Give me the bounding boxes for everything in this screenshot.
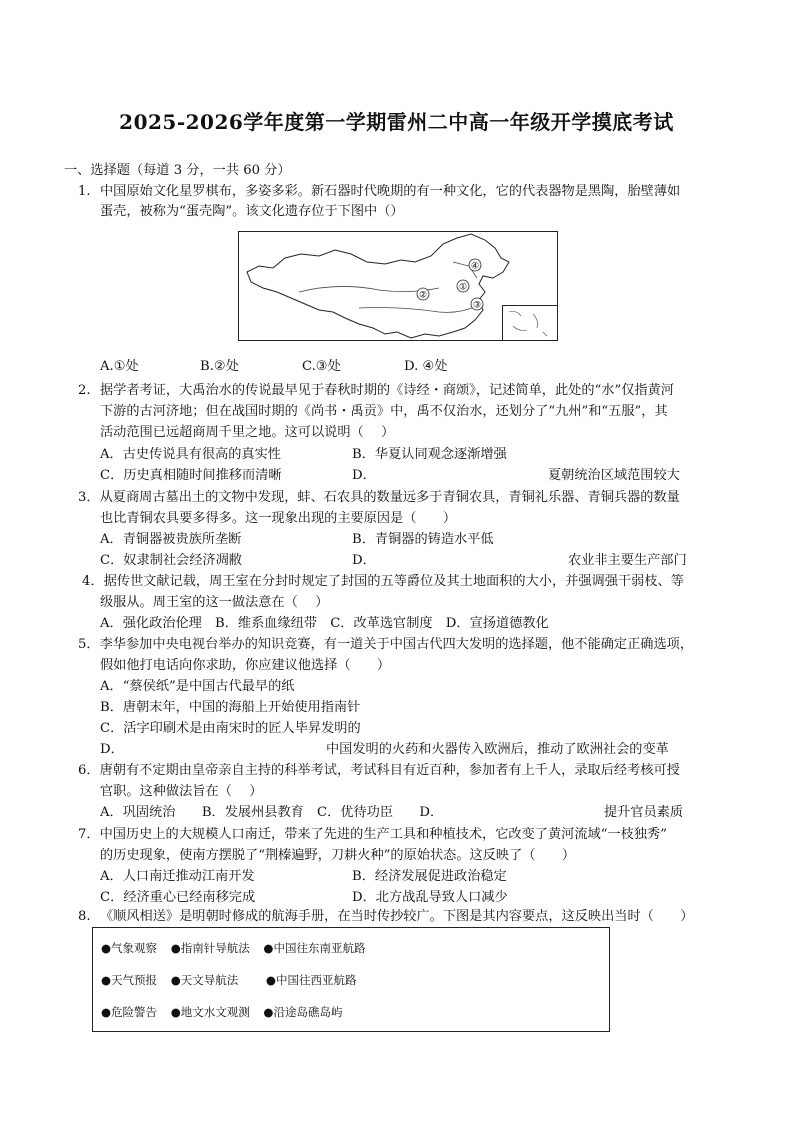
q1-option-b[interactable]: B.②处 — [200, 359, 239, 374]
q5-option-c[interactable]: C．活字印刷术是由南宋时的匠人毕昇发明的 — [100, 721, 361, 736]
q4-stem-line2: 级服从。周王室的这一做法意在（ ） — [100, 595, 329, 610]
q2-option-a[interactable]: A．古史传说具有很高的真实性 — [100, 447, 281, 462]
q3-option-d-text[interactable]: 农业非主要生产部门 — [568, 553, 687, 568]
q3-option-d-label[interactable]: D． — [352, 553, 376, 568]
box-item: ●中国往西亚航路 — [265, 973, 357, 987]
q5-option-b[interactable]: B．唐朝末年，中国的海船上开始使用指南针 — [100, 700, 361, 715]
section-heading: 一、选择题（每道 3 分，一共 60 分） — [64, 163, 291, 178]
q7-stem-line2: 的历史现象，使南方摆脱了“荆榛遍野，刀耕火种”的原始状态。这反映了（ ） — [100, 848, 576, 863]
q3-stem-line1: 3．从夏商周古墓出土的文物中发现，蚌、石农具的数量远多于青铜农具，青铜礼乐器、青铜兵器的数量 — [78, 490, 680, 505]
box-item: ●中国往东南亚航路 — [263, 941, 366, 955]
map-marker-2: ② — [418, 290, 428, 301]
q1-option-c[interactable]: C.③处 — [302, 359, 341, 374]
q8-box-row-2 — [101, 972, 366, 988]
q7-stem-line1: 7．中国历史上的大规模人口南迁，带来了先进的生产工具和种植技术，它改变了黄河流域“一枝独秀” — [78, 827, 667, 842]
map-marker-4: ④ — [470, 261, 480, 272]
map-marker-3: ③ — [472, 300, 482, 311]
q5-option-d-label[interactable]: D． — [100, 742, 124, 757]
q2-stem-line1: 据学者考证，大禹治水的传说最早见于春秋时期的《诗经・商颂》，记述简单，此处的“水”仅指黄河 — [100, 383, 674, 398]
q7-option-d[interactable]: D．北方战乱导致人口减少 — [352, 890, 508, 905]
q6-stem-line2: 官职。这种做法旨在（ ） — [100, 784, 263, 799]
q4-options[interactable]: A．强化政治伦理 B．维系血缘纽带 C．改革选官制度 D．宣扬道德教化 — [100, 616, 549, 631]
q2-option-b[interactable]: B．华夏认同观念逐渐增强 — [352, 447, 507, 462]
q1-number: 1. — [78, 184, 91, 199]
q7-option-c[interactable]: C．经济重心已经南移完成 — [100, 890, 256, 905]
q2-option-d-text[interactable]: 夏朝统治区域范围较大 — [548, 468, 680, 483]
q7-option-a[interactable]: A．人口南迁推动江南开发 — [100, 869, 255, 884]
q6-option-d-text[interactable]: 提升官员素质 — [604, 805, 684, 820]
q1-option-d[interactable]: D. ④处 — [404, 359, 448, 374]
q8-stem-line1: 《顺风相送》是明朝时修成的航海手册，在当时传抄较广。下图是其内容要点，这反映出当时（ ） — [100, 909, 694, 924]
q1-stem-line2: 蛋壳，被称为“蛋壳陶”。该文化遗存位于下图中（） — [100, 204, 404, 219]
exam-title: 2025-2026学年度第一学期雷州二中高一年级开学摸底考试 — [119, 110, 674, 134]
q2-stem-line3: 活动范围已远超商周千里之地。这可以说明（ ） — [100, 425, 395, 440]
q5-stem-line2: 假如他打电话向你求助，你应建议他选择（ ） — [100, 658, 391, 673]
q8-number: 8. — [78, 909, 91, 924]
q8-content-box — [92, 927, 610, 1032]
q3-option-a[interactable]: A．青铜器被贵族所垄断 — [100, 532, 242, 547]
q3-option-b[interactable]: B．青铜器的铸造水平低 — [352, 532, 494, 547]
q5-stem-line1: 5．李华参加中央电视台举办的知识竞赛，有一道关于中国古代四大发明的选择题，他不能确定正确选项， — [78, 637, 694, 652]
q2-stem-line2: 下游的古河济地；但在战国时期的《尚书・禹贡》中，禹不仅治水，还划分了“九州”和“五服”，其 — [100, 404, 668, 419]
q6-options[interactable]: A．巩固统治 B．发展州县教育 C．优待功臣 D． — [100, 805, 444, 820]
box-item: ●天文导航法 — [170, 973, 239, 987]
q2-number: 2. — [78, 383, 91, 398]
box-item: ●指南针导航法 — [170, 941, 250, 955]
china-map-figure — [238, 231, 558, 341]
box-item: ●沿途岛礁岛屿 — [263, 1005, 343, 1019]
q1-option-a[interactable]: A.①处 — [100, 359, 139, 374]
q3-stem-line2: 也比青铜农具要多得多。这一现象出现的主要原因是（ ） — [100, 511, 457, 526]
q6-stem-line1: 6．唐朝有不定期由皇帝亲自主持的科举考试，考试科目有近百种，参加者有上千人，录取后经考核可授 — [78, 763, 680, 778]
q3-option-c[interactable]: C．奴隶制社会经济凋敝 — [100, 553, 242, 568]
box-item: ●天气预报 — [101, 973, 158, 987]
q2-option-c[interactable]: C．历史真相随时间推移而清晰 — [100, 468, 282, 483]
map-marker-1: ① — [458, 282, 468, 293]
box-item: ●地文水文观测 — [170, 1005, 250, 1019]
q5-option-d-text[interactable]: 中国发明的火药和火器传入欧洲后，推动了欧洲社会的变革 — [326, 742, 669, 757]
box-item: ●危险警告 — [101, 1005, 158, 1019]
q8-box-row-3 — [101, 1004, 352, 1020]
south-china-sea-inset — [502, 305, 557, 340]
q7-option-b[interactable]: B．经济发展促进政治稳定 — [352, 869, 507, 884]
q8-box-row-1 — [101, 940, 375, 956]
q4-stem-line1: 4．据传世文献记载，周王室在分封时规定了封国的五等爵位及其土地面积的大小，并强调强干弱枝、等 — [82, 574, 684, 589]
q1-stem-line1: 中国原始文化星罗棋布，多姿多彩。新石器时代晚期的有一种文化，它的代表器物是黑陶，胎壁薄如 — [100, 184, 681, 199]
q2-option-d-label[interactable]: D． — [352, 468, 376, 483]
q5-option-a[interactable]: A．“蔡侯纸”是中国古代最早的纸 — [100, 679, 295, 694]
box-item: ●气象观察 — [101, 941, 158, 955]
